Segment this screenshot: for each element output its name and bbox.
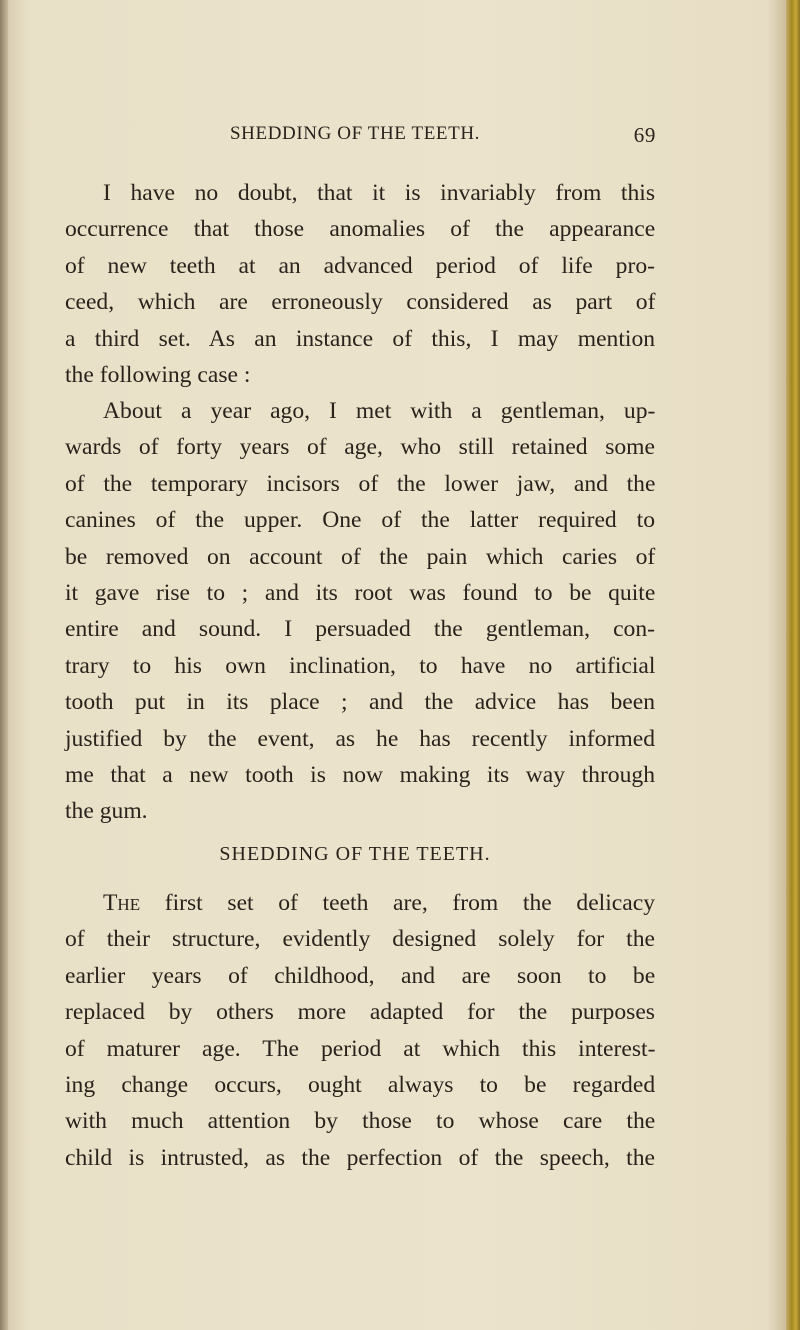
text-line: of their structure, evidently designed solely for the — [65, 926, 655, 953]
text-line: of the temporary incisors of the lower jaw, and the — [65, 470, 656, 497]
text-line: the following case : — [65, 362, 251, 389]
running-head — [230, 123, 656, 151]
drop-word: The — [103, 890, 141, 916]
page-number: 69 — [633, 123, 656, 147]
text-line: ing change occurs, ought always to be regarded — [65, 1072, 656, 1099]
text-line: child is intrusted, as the perfection of the speech, the — [65, 1144, 655, 1171]
text-line: wards of forty years of age, who still retained some — [65, 434, 655, 461]
page-gilt-edge — [786, 0, 800, 1330]
text-line: canines of the upper. One of the latter required to — [65, 507, 655, 534]
text-line: it gave rise to ; and its root was found to be quite — [65, 580, 656, 607]
running-head-title: SHEDDING OF THE TEETH. — [230, 123, 480, 144]
page-left-edge — [0, 0, 8, 1330]
text-line: entire and sound. I persuaded the gentleman, con- — [65, 616, 655, 643]
text-line: of maturer age. The period at which this interest- — [65, 1035, 656, 1062]
paragraph-1 — [65, 175, 655, 393]
paragraph-2 — [65, 393, 655, 830]
text-line — [65, 885, 655, 921]
text-line: ceed, which are erroneously considered as part of — [65, 289, 656, 316]
text-line: be removed on account of the pain which caries of — [65, 543, 656, 570]
text-line: a third set. As an instance of this, I may mention — [65, 325, 656, 352]
text-line: replaced by others more adapted for the purposes — [65, 999, 655, 1026]
text-line: earlier years of childhood, and are soon to be — [65, 962, 656, 989]
section-heading: SHEDDING OF THE TEETH. — [219, 843, 491, 865]
text-line: trary to his own inclination, to have no artificial — [65, 652, 656, 679]
text-line: with much attention by those to whose care the — [65, 1108, 656, 1135]
text-line: About a year ago, I met with a gentleman, up- — [103, 398, 656, 424]
paragraph-3 — [65, 885, 655, 1176]
text-line: the gum. — [65, 798, 148, 825]
text-line: of new teeth at an advanced period of life pro- — [65, 252, 655, 279]
text-line-rest: first set of teeth are, from the delicacy — [140, 890, 655, 916]
text-line: justified by the event, as he has recently informed — [65, 725, 655, 752]
text-line: I have no doubt, that it is invariably from this — [103, 180, 655, 206]
text-line: tooth put in its place ; and the advice has been — [65, 689, 656, 716]
text-line: occurrence that those anomalies of the appearance — [65, 216, 656, 243]
text-line: me that a new tooth is now making its way through — [65, 762, 655, 789]
